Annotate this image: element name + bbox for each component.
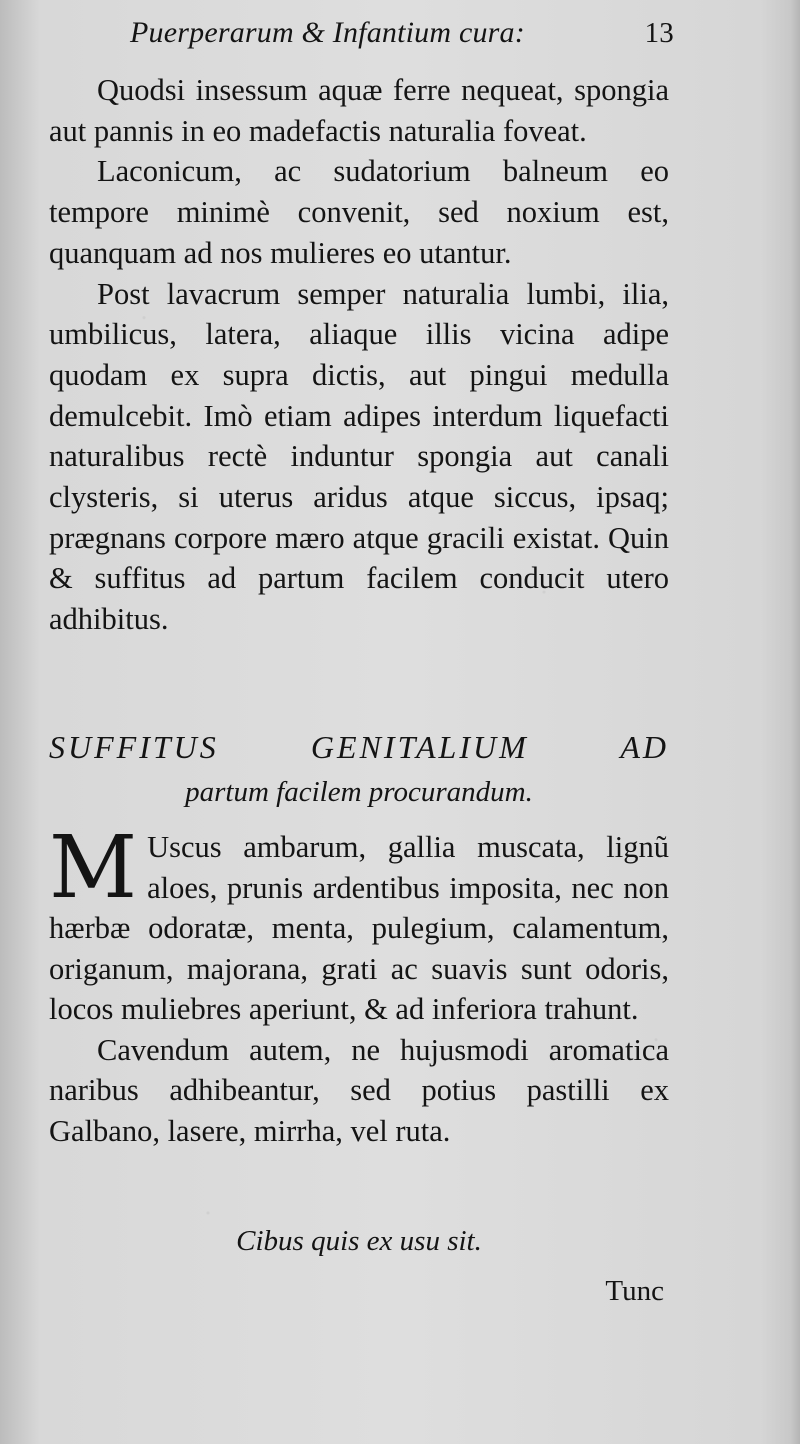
dropcap-letter: M — [49, 818, 138, 918]
catchword: Tunc — [605, 1275, 664, 1307]
paragraph-1: Quodsi insessum aquæ ferre nequeat, spongia aut pannis in eo madefactis naturalia foveat. — [49, 73, 669, 148]
section-body — [49, 818, 669, 1151]
section-subtitle: partum facilem procurandum. — [185, 776, 533, 808]
running-title: Puerperarum & Infantium cura: — [130, 16, 525, 49]
paper-edge-shadow — [790, 0, 800, 1444]
section-lead-text: Uscus ambarum, gallia muscata, lignũ aloes, prunis ardentibus imposita, nec non hærbæ odoratæ, menta, pulegium, calamentum, origanum, majorana, grati ac suavis sunt odoris, locos muliebres aperiunt, & ad inferiora trahunt. — [49, 830, 669, 1026]
section-second-paragraph: Cavendum autem, ne hujusmodi aromatica naribus adhibeantur, sed potius pastilli ex Galbano, lasere, mirrha, vel ruta. — [49, 1032, 669, 1148]
section-title: SUFFITUS GENITALIUM AD — [49, 729, 669, 765]
page-number: 13 — [644, 17, 674, 49]
paragraph-2: Laconicum, ac sudatorium balneum eo tempore minimè convenit, sed noxium est, quanquam ad nos mulieres eo utantur. — [49, 154, 669, 270]
closing-heading: Cibus quis ex usu sit. — [236, 1225, 482, 1257]
main-text-block — [49, 70, 669, 640]
running-header — [120, 14, 680, 52]
paragraph-3: Post lavacrum semper naturalia lumbi, ilia, umbilicus, latera, aliaque illis vicina adipe quodam ex supra dictis, aut pingui medulla demulcebit. Imò etiam adipes interdum liquefacti naturalibus rectè induntur spongia aut canali clysteris, si uterus aridus atque siccus, ipsaq; prægnans corpore mæro atque gracili existat. Quin & suffitus ad partum facilem conducit utero adhibitus. — [49, 276, 669, 637]
